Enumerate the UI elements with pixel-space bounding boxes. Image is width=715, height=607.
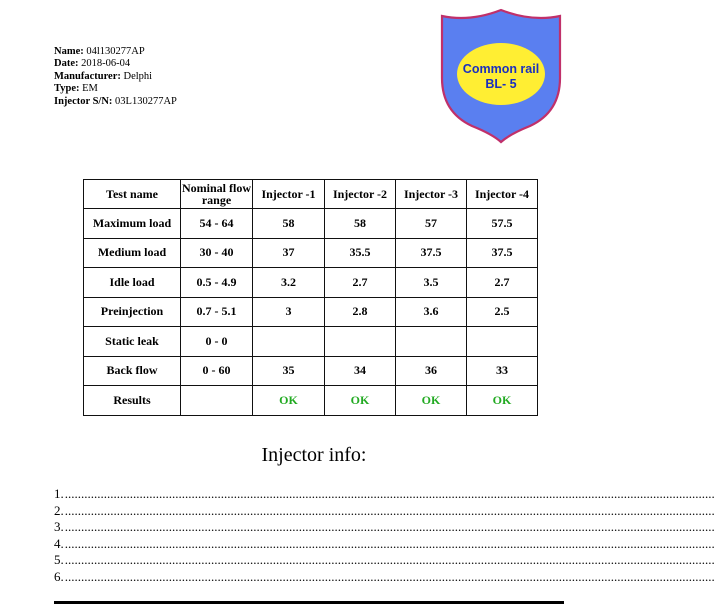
- table-cell: OK: [253, 386, 325, 416]
- info-line: [54, 552, 715, 569]
- info-line-dots: ........................................................................................................................................................................................................: [64, 535, 715, 551]
- injector-info-title: Injector info:: [261, 444, 367, 466]
- table-cell: 30 - 40: [181, 238, 253, 268]
- table-header-row: [84, 180, 538, 209]
- date-value: 2018-06-04: [81, 58, 131, 70]
- injector-header-info: [54, 46, 177, 108]
- info-line-dots: ........................................................................................................................................................................................................: [64, 502, 715, 518]
- info-line-dots: ........................................................................................................................................................................................................: [64, 552, 715, 568]
- table-header-cell: Injector -1: [253, 180, 325, 209]
- table-row: [84, 327, 538, 357]
- table-cell: OK: [396, 386, 467, 416]
- info-line: [54, 568, 715, 586]
- table-row: [84, 238, 538, 268]
- info-line-number: 3.: [54, 519, 64, 535]
- table-cell: 3.2: [253, 268, 325, 298]
- table-cell: 54 - 64: [181, 209, 253, 239]
- table-header-cell: Test name: [84, 180, 181, 209]
- info-line: [54, 535, 715, 553]
- manufacturer-value: Delphi: [123, 70, 153, 82]
- common-rail-logo: [436, 8, 566, 144]
- logo-line-2: BL- 5: [485, 77, 517, 91]
- table-cell: 2.7: [467, 268, 538, 298]
- info-line: [54, 519, 715, 536]
- table-row: [84, 209, 538, 239]
- test-results-table: [83, 179, 538, 416]
- info-line-dots: ........................................................................................................................................................................................................: [64, 486, 715, 501]
- table-row: [84, 297, 538, 327]
- name-value: 04l130277AP: [86, 46, 145, 57]
- table-row: [84, 356, 538, 386]
- type-label: Type:: [54, 83, 80, 95]
- table-cell: [253, 327, 325, 357]
- table-cell: Static leak: [84, 327, 181, 357]
- info-line-number: 6.: [54, 568, 64, 584]
- test-results-body: [84, 180, 538, 416]
- table-cell: [467, 327, 538, 357]
- table-cell: OK: [467, 386, 538, 416]
- date-label: Date:: [54, 58, 79, 70]
- injector-sn-label: Injector S/N:: [54, 95, 113, 107]
- name-row: [54, 46, 177, 58]
- table-cell: Preinjection: [84, 297, 181, 327]
- table-cell: Maximum load: [84, 209, 181, 239]
- info-line-number: 1.: [54, 486, 64, 501]
- table-cell: 36: [396, 356, 467, 386]
- injector-sn-row: [54, 96, 177, 108]
- table-cell: 0.5 - 4.9: [181, 268, 253, 298]
- table-cell: 35.5: [325, 238, 396, 268]
- table-cell: 3: [253, 297, 325, 327]
- table-cell: [396, 327, 467, 357]
- table-cell: 2.5: [467, 297, 538, 327]
- table-cell: OK: [325, 386, 396, 416]
- table-header-cell: Injector -3: [396, 180, 467, 209]
- table-cell: 57: [396, 209, 467, 239]
- table-cell: 37: [253, 238, 325, 268]
- manufacturer-label: Manufacturer:: [54, 70, 121, 82]
- info-line-number: 2.: [54, 502, 64, 518]
- type-value: EM: [82, 83, 98, 95]
- info-line-dots: ........................................................................................................................................................................................................: [64, 519, 715, 535]
- table-cell: 57.5: [467, 209, 538, 239]
- table-cell: Medium load: [84, 238, 181, 268]
- table-cell: Results: [84, 386, 181, 416]
- type-row: [54, 83, 177, 95]
- info-line-number: 4.: [54, 535, 64, 551]
- table-cell: [325, 327, 396, 357]
- table-row: [84, 268, 538, 298]
- name-label: Name:: [54, 46, 84, 57]
- injector-sn-value: 03L130277AP: [115, 95, 177, 107]
- table-cell: 35: [253, 356, 325, 386]
- manufacturer-row: [54, 71, 177, 83]
- table-cell: 3.5: [396, 268, 467, 298]
- table-cell: [181, 386, 253, 416]
- info-line: [54, 486, 715, 503]
- table-cell: Back flow: [84, 356, 181, 386]
- table-cell: 33: [467, 356, 538, 386]
- injector-info-lines: [54, 486, 715, 586]
- table-cell: 3.6: [396, 297, 467, 327]
- logo-line-1: Common rail: [462, 62, 540, 76]
- info-line: [54, 502, 715, 520]
- table-cell: 0 - 0: [181, 327, 253, 357]
- table-row: [84, 386, 538, 416]
- date-row: [54, 58, 177, 70]
- table-header-cell: Injector -2: [325, 180, 396, 209]
- info-line-dots: ........................................................................................................................................................................................................: [64, 568, 715, 584]
- table-cell: 34: [325, 356, 396, 386]
- info-line-number: 5.: [54, 552, 64, 568]
- table-cell: 0 - 60: [181, 356, 253, 386]
- table-cell: 2.8: [325, 297, 396, 327]
- table-cell: 2.7: [325, 268, 396, 298]
- table-cell: 37.5: [467, 238, 538, 268]
- table-cell: 0.7 - 5.1: [181, 297, 253, 327]
- table-cell: Idle load: [84, 268, 181, 298]
- table-cell: 58: [253, 209, 325, 239]
- bottom-rule: [54, 601, 564, 604]
- table-cell: 37.5: [396, 238, 467, 268]
- table-cell: 58: [325, 209, 396, 239]
- table-header-cell: Injector -4: [467, 180, 538, 209]
- table-header-cell: Nominal flow range: [182, 181, 251, 207]
